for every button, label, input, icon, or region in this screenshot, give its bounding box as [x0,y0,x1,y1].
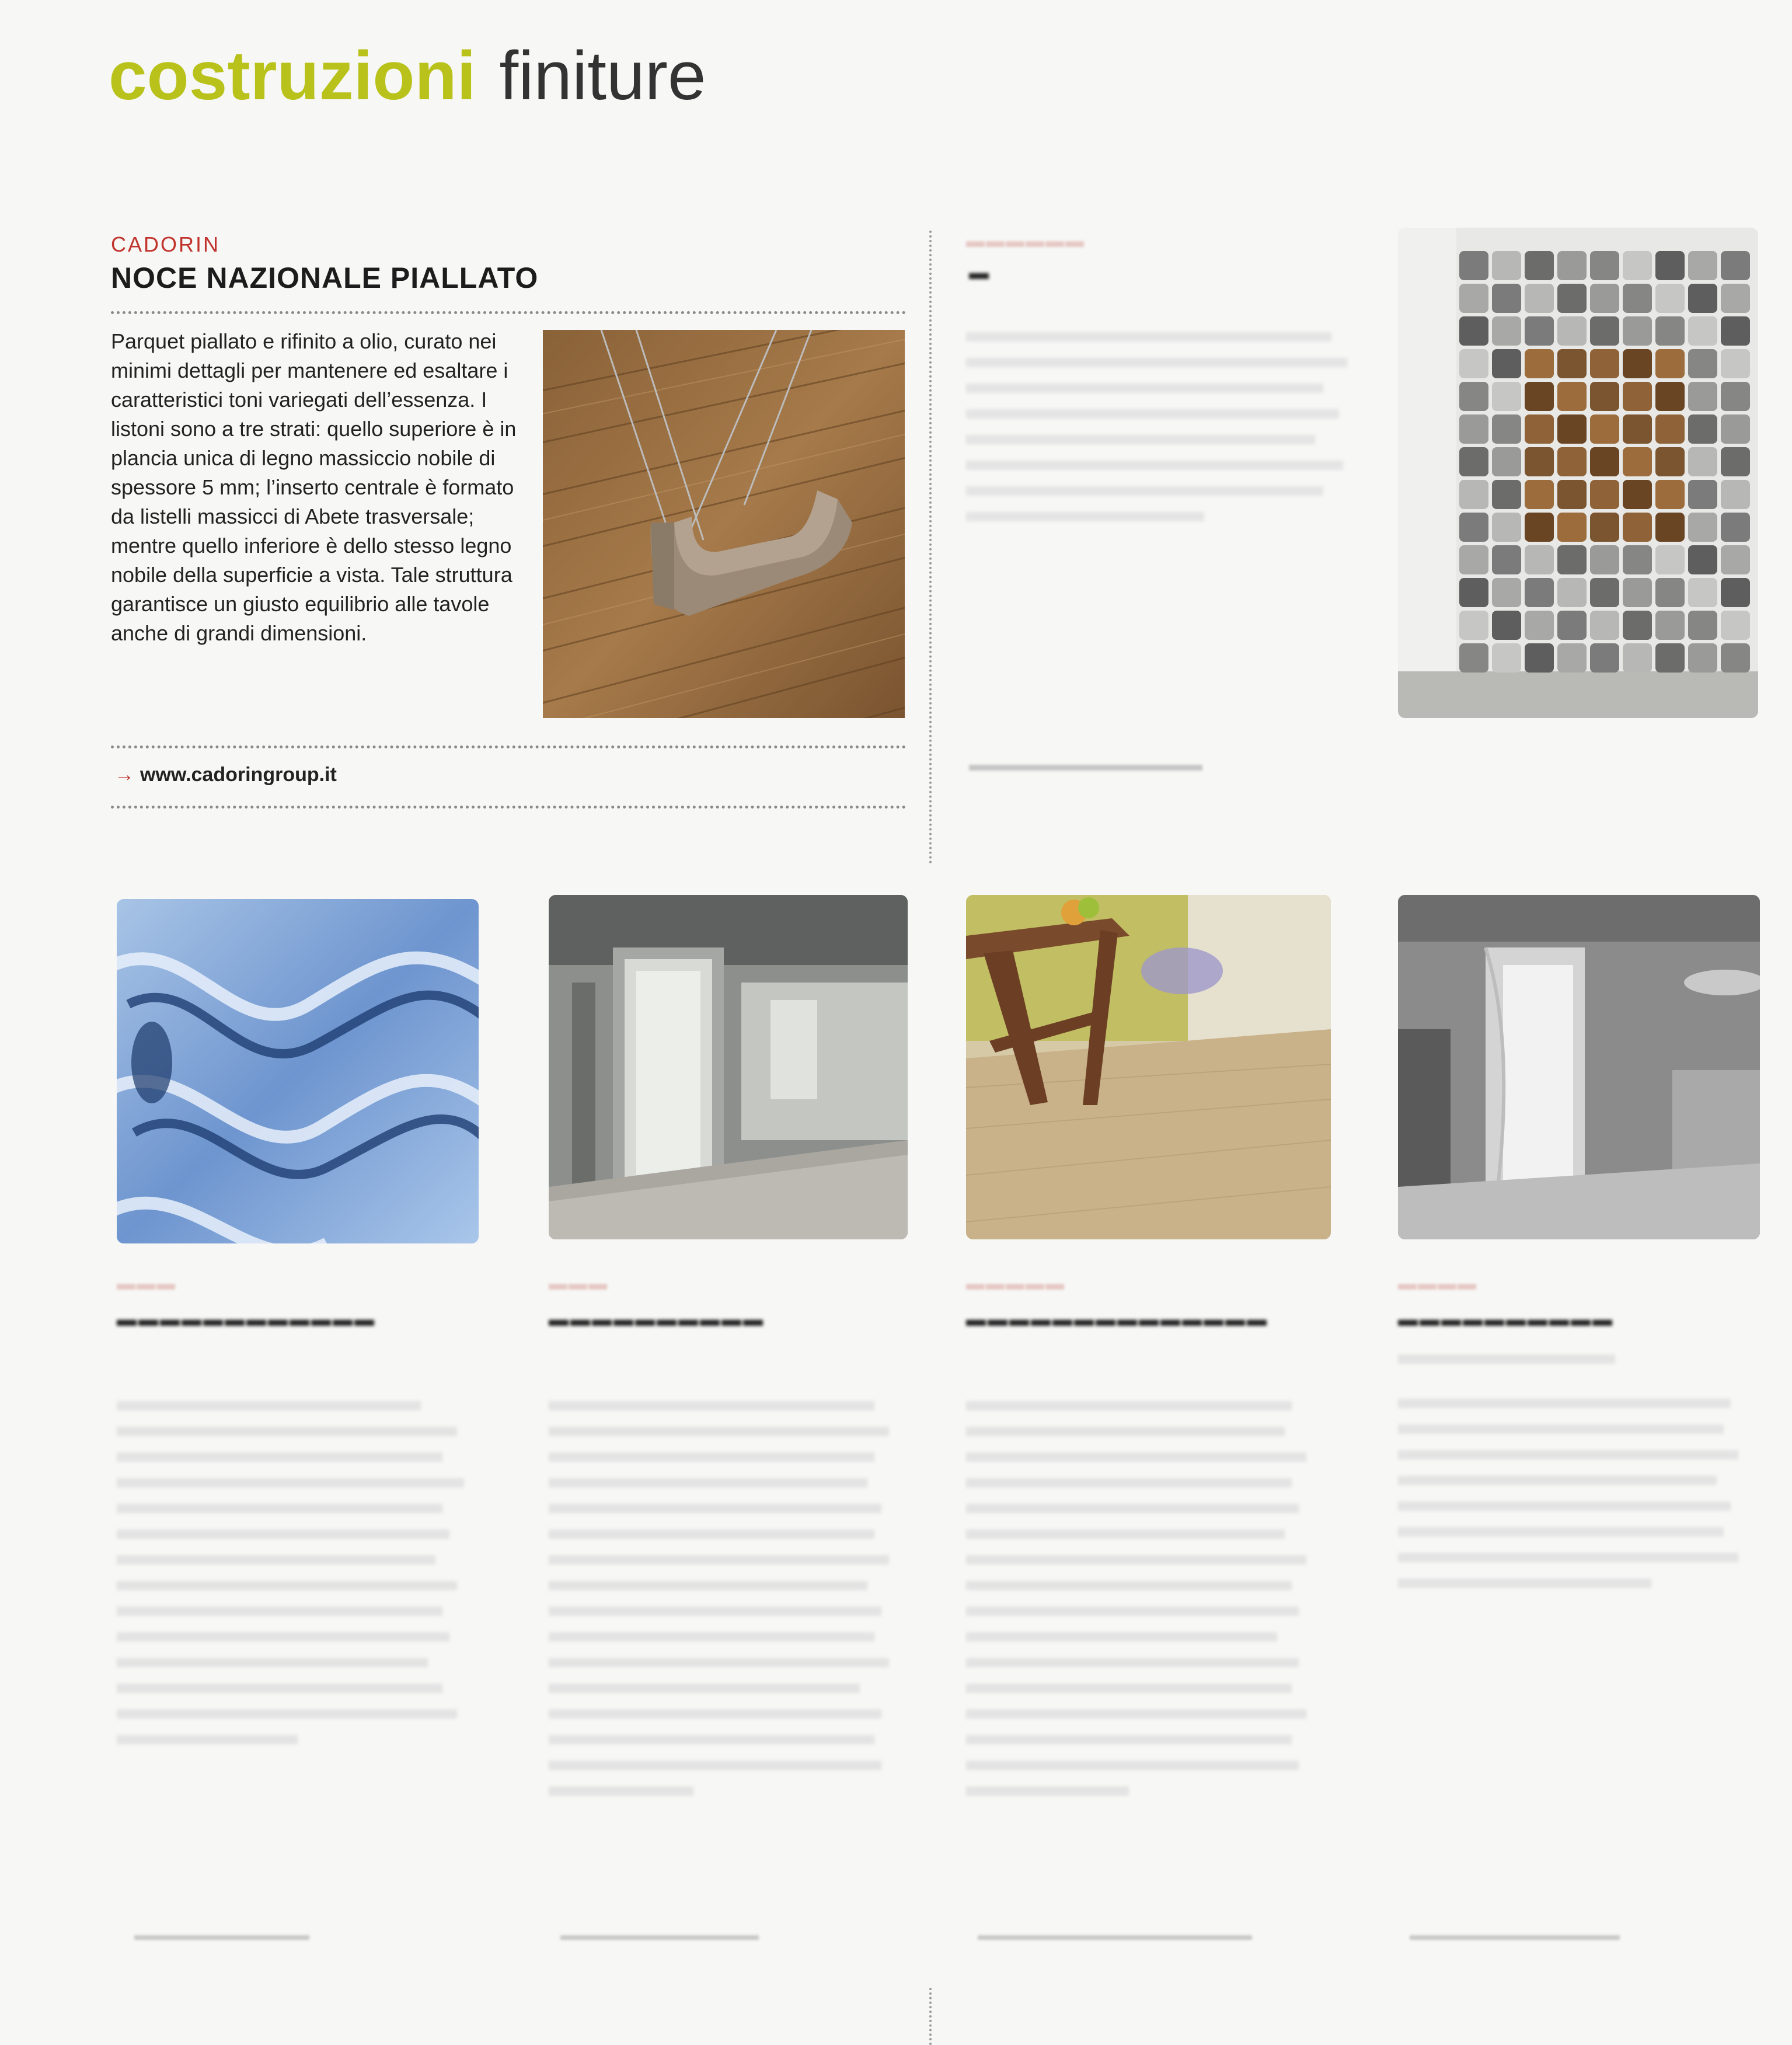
faded-column-2 [549,1273,911,1973]
wall-cubes-photo [1398,228,1758,718]
wall-cube-tile [1688,414,1717,444]
wall-cube-tile [1459,480,1488,509]
faded-column-3 [966,1273,1328,1973]
faded-article-title: ▬ [969,262,991,284]
wall-cube-tile [1525,349,1554,378]
faded-body-4 [1398,1399,1760,1588]
wall-cube-tile [1590,545,1619,574]
wall-cube-tile [1590,284,1619,313]
article-brand: CADORIN [111,232,221,256]
footer-divider-bottom [111,806,906,809]
swing-photo-svg [543,330,905,718]
wall-cube-tile [1557,349,1587,378]
wall-cube-tile [1623,251,1652,280]
faded-subtitle-4 [1398,1354,1760,1364]
faded-title-4: ▬▬▬▬▬▬▬▬▬▬ [1398,1308,1614,1330]
wall-cube-tile [1623,513,1652,542]
wall-cube-tile [1459,382,1488,411]
wall-cube-tile [1492,382,1521,411]
wall-cube-tile [1525,284,1554,313]
wall-cube-tile [1721,251,1750,280]
wall-cube-tile [1721,513,1750,542]
faded-link-2 [560,1935,759,1940]
interior-door-photo-2 [1398,895,1760,1239]
faded-brand-3: ▬▬▬▬▬ [966,1273,1065,1294]
section-subtitle: finiture [499,37,706,114]
interior-door-svg-1 [549,895,908,1239]
wall-cube-tile [1721,545,1750,574]
wall-cube-tile [1688,316,1717,346]
wall-cube-tile [1590,480,1619,509]
wall-cube-tile [1557,545,1587,574]
wall-cube-tile [1655,349,1685,378]
wall-cube-tile [1623,349,1652,378]
website-url[interactable]: www.cadoringroup.it [140,764,337,786]
wall-cube-tile [1557,414,1587,444]
wall-cube-tile [1688,480,1717,509]
wall-cube-tile [1590,382,1619,411]
wall-cube-tile [1623,316,1652,346]
wall-cube-tile [1459,284,1488,313]
faded-link-3 [978,1935,1252,1940]
wall-cube-tile [1557,382,1587,411]
wall-cube-tile [1525,316,1554,346]
wall-cube-tile [1459,414,1488,444]
wall-cube-tile [1655,513,1685,542]
interior-door-svg-2 [1398,895,1760,1239]
wall-cube-tile [1459,349,1488,378]
faded-brand-4: ▬▬▬▬ [1398,1273,1477,1294]
wall-cube-tile [1492,480,1521,509]
wall-cube-tile [1655,578,1685,607]
wall-cube-tile [1721,414,1750,444]
wall-cube-tile [1525,382,1554,411]
footer-divider-top [111,745,906,748]
wall-cube-tile [1492,447,1521,476]
faded-article-body [966,324,1363,616]
wooden-table-svg [966,895,1331,1239]
wall-cube-tile [1459,611,1488,640]
section-title: costruzioni [109,37,476,114]
arrow-right-icon: → [114,764,134,786]
wall-cube-tile [1590,414,1619,444]
faded-link-4 [1410,1935,1620,1940]
wall-cube-tile [1557,284,1587,313]
wall-cube-tile [1525,545,1554,574]
wall-cube-tile [1525,251,1554,280]
wall-cube-tile [1721,643,1750,673]
wall-cube-tile [1721,284,1750,313]
wall-cube-tile [1655,316,1685,346]
wall-cube-tile [1688,545,1717,574]
wall-cube-tile [1688,251,1717,280]
wall-cube-tile [1721,382,1750,411]
wall-cube-tile [1590,316,1619,346]
wall-cube-tile [1623,480,1652,509]
wall-cube-tile [1655,382,1685,411]
wall-cube-tile [1557,251,1587,280]
wall-cube-tile [1688,513,1717,542]
interior-door-photo-1 [549,895,908,1239]
column-divider [929,231,932,864]
faded-brand-1: ▬▬▬ [117,1273,176,1294]
wall-cube-tile [1623,611,1652,640]
wall-cube-tile [1623,284,1652,313]
faded-article-link [969,765,1202,771]
wall-cube-tile [1492,513,1521,542]
wall-cube-tile [1459,513,1488,542]
wall-cube-tile [1655,643,1685,673]
wall-cube-tile [1590,447,1619,476]
wall-cube-tile [1557,480,1587,509]
wall-cube-tile [1459,545,1488,574]
article-title: NOCE NAZIONALE PIALLATO [111,262,539,294]
faded-title-1: ▬▬▬▬▬▬▬▬▬▬▬▬ [117,1308,376,1330]
wall-cube-tile [1590,643,1619,673]
wall-cube-tile [1688,447,1717,476]
wall-cube-tile [1655,284,1685,313]
glass-waves-photo [117,899,479,1243]
wall-cube-tile [1655,611,1685,640]
wall-cube-tile [1623,578,1652,607]
wall-cube-tile [1688,382,1717,411]
wall-cube-tile [1590,611,1619,640]
article-body: Parquet piallato e rifinito a olio, curato nei minimi dettagli per mantenere ed esaltare i caratteristici toni variegati dell’essenza. I listoni sono a tre strati: quello superiore è in plancia unica di legno massiccio nobile di spessore 5 mm; l’inserto centrale è formato da listelli massicci di Abete trasversale; mentre quello inferiore è dello stesso legno nobile della superficie a vista. Tale struttura garantisce un giusto equilibrio alle tavole anche di grandi dimensioni. [111,329,517,645]
wall-cube-tile [1525,447,1554,476]
faded-body-3 [966,1401,1328,1796]
wall-cube-tile [1459,643,1488,673]
wall-cube-tile [1525,611,1554,640]
wall-cube-tile [1557,513,1587,542]
wall-cube-tile [1492,349,1521,378]
wall-cube-tile [1557,316,1587,346]
wall-cube-tile [1623,545,1652,574]
wall-cube-tile [1655,447,1685,476]
wall-cube-tile [1557,578,1587,607]
wall-cube-tile [1655,545,1685,574]
wall-cube-tile [1459,578,1488,607]
faded-column-4 [1398,1273,1760,1973]
wall-cube-tile [1721,611,1750,640]
wall-cube-tile [1459,447,1488,476]
glass-waves-svg [117,899,479,1243]
wall-cube-tile [1492,545,1521,574]
wall-cube-tile [1721,447,1750,476]
wall-cube-tile [1721,316,1750,346]
wall-cube-tile [1525,480,1554,509]
faded-title-3: ▬▬▬▬▬▬▬▬▬▬▬▬▬▬ [966,1308,1268,1330]
wall-cube-tile [1688,643,1717,673]
wall-cube-tile [1492,284,1521,313]
column-divider-bottom [929,1988,932,2045]
section-heading [109,35,706,117]
wall-cube-tile [1525,643,1554,673]
wall-cube-tile [1557,643,1587,673]
faded-column-1 [117,1273,479,1973]
faded-body-2 [549,1401,911,1796]
wall-cube-tile [1721,578,1750,607]
wall-cube-tile [1459,316,1488,346]
wall-cube-tile [1688,349,1717,378]
wall-cube-tile [1525,578,1554,607]
wall-cube-tile [1590,349,1619,378]
wall-cubes-photo-svg [1398,228,1758,718]
wall-cube-tile [1721,349,1750,378]
wall-cube-tile [1557,611,1587,640]
wall-cube-tile [1492,578,1521,607]
faded-brand-2: ▬▬▬ [549,1273,608,1294]
wall-cube-tile [1590,578,1619,607]
website-link[interactable] [114,764,337,786]
wall-cube-tile [1688,578,1717,607]
wall-cube-tile [1492,643,1521,673]
wall-cube-tile [1525,414,1554,444]
wall-cube-tile [1492,251,1521,280]
wall-cube-tile [1688,611,1717,640]
swing-on-parquet-photo [543,330,905,718]
faded-body-1 [117,1401,479,1744]
wall-cube-tile [1590,251,1619,280]
wall-cube-tile [1623,382,1652,411]
wall-cube-tile [1655,414,1685,444]
wall-cube-tile [1459,251,1488,280]
wall-cube-tile [1623,447,1652,476]
wall-cube-tile [1525,513,1554,542]
faded-article-brand: ▬▬▬▬▬▬ [966,230,1085,251]
wall-cube-tile [1557,447,1587,476]
wall-cube-tile [1655,251,1685,280]
faded-title-2: ▬▬▬▬▬▬▬▬▬▬ [549,1308,765,1330]
faded-link-1 [134,1935,309,1940]
wall-cube-tile [1721,480,1750,509]
wall-cube-tile [1655,480,1685,509]
wall-cube-tile [1623,414,1652,444]
wall-cube-tile [1590,513,1619,542]
wall-cube-tile [1492,611,1521,640]
wall-cube-tile [1492,316,1521,346]
wall-cube-tile [1688,284,1717,313]
title-divider [111,311,906,314]
wooden-table-photo [966,895,1331,1239]
wall-cube-tile [1492,414,1521,444]
wall-cube-tile [1623,643,1652,673]
